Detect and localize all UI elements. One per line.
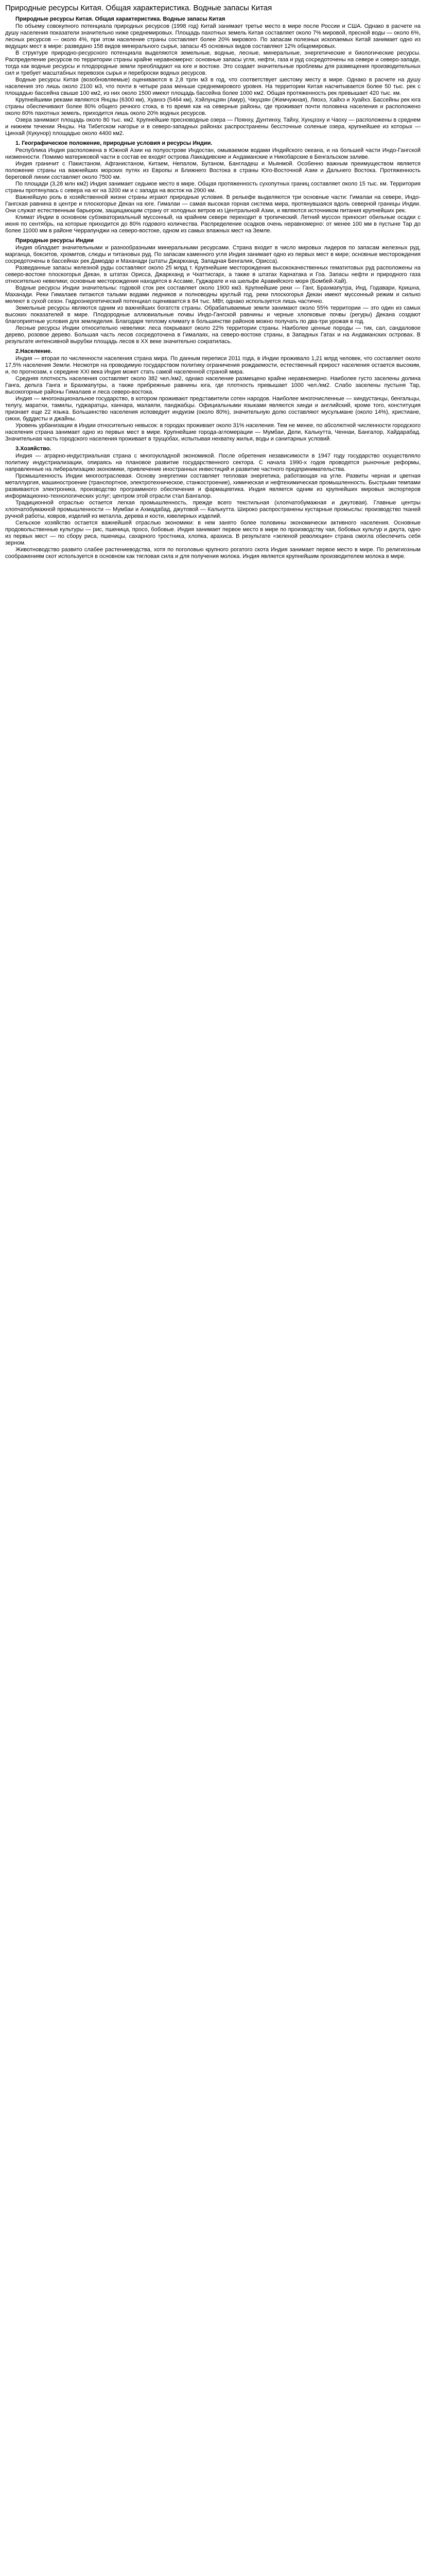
paragraph: Земельные ресурсы являются одним из важнейших богатств страны. Обрабатываемые земли занимают около 55% территории — это один из самых высоких показателей в мире. Плодородные аллювиальные почвы Индо-Гангской равнины и черные хлопковые почвы (регуры) Декана создают благоприятные условия для земледелия. Благодаря теплому климату в большинстве районов можно получать по два-три урожая в год. [5, 305, 421, 325]
paragraph: Уровень урбанизации в Индии относительно невысок: в городах проживает около 31% населения. Тем не менее, по абсолютной численности городского населения страна занимает одно из первых мест в мире. Крупнейшие города-агломерации — Мумбаи, Дели, Калькутта, Ченнаи, Бангалор, Хайдарабад. Значительная часть городского населения проживает в трущобах, испытывая нехватку жилья, воды и санитарных условий. [5, 422, 421, 442]
paragraph: Средняя плотность населения составляет около 382 чел./км2, однако население размещено крайне неравномерно. Наиболее густо заселены долина Ганга, дельта Ганга и Брахмапутры, а также прибрежные равнины юга, где плотность превышает 1000 чел./км2. Слабо заселены пустыня Тар, высокогорные районы Гималаев и леса северо-востока. [5, 376, 421, 395]
paragraph: Лесные ресурсы Индии относительно невелики: леса покрывают около 22% территории страны. Наиболее ценные породы — тик, сал, сандаловое дерево, розовое дерево. Большая часть лесов сосредоточена в Гималаях, на северо-востоке страны, в Западных Гатах и на Андаманских островах. В результате интенсивной вырубки площадь лесов в XX веке значительно сократилась. [5, 325, 421, 345]
section-heading: Природные ресурсы Китая. Общая характеристика. Водные запасы Китая [15, 16, 225, 22]
paragraph: По объему совокупного потенциала природных ресурсов (1998 год) Китай занимает третье место в мире после России и США. Однако в расчете на душу населения показатели значительно ниже среднемировых. Площадь пахотных земель Китая составляет около 7% мировой, пресной воды — около 6%, лесных ресурсов — около 4%, при этом население страны составляет более 20% мирового. По запасам полезных ископаемых Китай занимает одно из ведущих мест в мире: разведано 158 видов минерального сырья, запасы 45 основных видов составляют 12% общемировых. [5, 23, 421, 49]
paragraph: Разведанные запасы железной руды составляют около 25 млрд т. Крупнейшие месторождения высококачественных гематитовых руд расположены на северо-востоке плоскогорья Декан, в штатах Орисса, Джаркханд и Чхаттисгарх, а также в штатах Карнатака и Гоа. Запасы нефти и природного газа относительно невелики; основные месторождения находятся в Ассаме, Гуджарате и на шельфе Аравийского моря (Бомбей-Хай). [5, 265, 421, 284]
document-page [0, 0, 426, 565]
paragraph: Водные ресурсы Индии значительны: годовой сток рек составляет около 1900 км3. Крупнейшие реки — Ганг, Брахмапутра, Инд, Годавари, Кришна, Маханади. Реки Гималаев питаются талыми водами ледников и полноводны круглый год, реки плоскогорья Декан имеют муссонный режим и сильно мелеют в сухой сезон. Гидроэнергетический потенциал оценивается в 84 тыс. МВт, однако используется лишь частично. [5, 285, 421, 304]
paragraph: Индия — вторая по численности населения страна мира. По данным переписи 2011 года, в Индии проживало 1,21 млрд человек, что составляет около 17,5% населения Земли. Несмотря на проводимую государством политику ограничения рождаемости, естественный прирост населения остается высоким, и, по прогнозам, к середине XXI века Индия может стать самой населенной страной мира. [5, 355, 421, 375]
paragraph: Важнейшую роль в хозяйственной жизни страны играют природные условия. В рельефе выделяются три основные части: Гималаи на севере, Индо-Гангская равнина в центре и плоскогорье Декан на юге. Гималаи — самая высокая горная система мира, протянувшаяся вдоль северной границы Индии. Они служат естественным барьером, защищающим страну от холодных ветров из Центральной Азии, и являются источником питания крупнейших рек. [5, 194, 421, 214]
paragraph: Озера занимают площадь около 80 тыс. км2. Крупнейшие пресноводные озера — Поянху, Дунтинху, Тайху, Хунцзэху и Чаоху — расположены в среднем и нижнем течении Янцзы. На Тибетском нагорье и в северо-западных районах распространены бессточные соленые озера, крупнейшее из которых — Цинхай (Кукунор) площадью около 4400 км2. [5, 117, 421, 137]
section-india-resources [5, 238, 421, 345]
section-heading: 3.Хозяйство. [15, 446, 51, 452]
paragraph: Индия — аграрно-индустриальная страна с многоукладной экономикой. После обретения независимости в 1947 году государство осуществляло политику индустриализации, опираясь на плановое развитие государственного сектора. С начала 1990-х годов проводятся рыночные реформы, направленные на либерализацию экономики, привлечение иностранных инвестиций и развитие частного предпринимательства. [5, 453, 421, 472]
paragraph: Индия обладает значительными и разнообразными минеральными ресурсами. Страна входит в число мировых лидеров по запасам железных руд, марганца, бокситов, хромитов, слюды и титановых руд. По запасам каменного угля Индия занимает одно из первых мест в мире; основные месторождения сосредоточены в бассейнах рек Дамодар и Маханади (штаты Джаркханд, Западная Бенгалия, Орисса). [5, 245, 421, 264]
paragraph: Животноводство развито слабее растениеводства, хотя по поголовью крупного рогатого скота Индия занимает первое место в мире. По религиозным соображениям скот используется в основном как тягловая сила и для получения молока. Индия является крупнейшим производителем молока в мире. [5, 547, 421, 560]
paragraph: Сельское хозяйство остается важнейшей отраслью экономики: в нем занято более половины экономически активного населения. Основные продовольственные культуры — рис, пшеница, просо, бобовые. Индия занимает первое место в мире по производству чая, бобовых культур и джута, одно из первых мест — по сбору риса, пшеницы, сахарного тростника, хлопка, арахиса. В результате «зеленой революции» страна смогла обеспечить себя зерном. [5, 520, 421, 546]
section-heading: 1. Географическое положение, природные условия и ресурсы Индии. [15, 140, 213, 146]
paragraph: В структуре природно-ресурсного потенциала выделяются земельные, водные, лесные, минеральные, энергетические и биологические ресурсы. Распределение ресурсов по территории страны крайне неравномерно: основные запасы угля, нефти, газа и руд сосредоточены на севере и северо-западе, тогда как водные ресурсы и плодородные земли преобладают на юге и востоке. Это создает значительные проблемы для размещения производительных сил и требует масштабных перевозок сырья и переброски водных ресурсов. [5, 50, 421, 76]
paragraph: Крупнейшими реками являются Янцзы (6300 км), Хуанхэ (5464 км), Хэйлунцзян (Амур), Чжуцзян (Жемчужная), Ляохэ, Хайхэ и Хуайхэ. Бассейны рек юга страны обеспечивают более 80% общего речного стока, в то время как на северные районы, где проживает почти половина населения и расположено около 60% пахотных земель, приходится лишь около 20% водных ресурсов. [5, 97, 421, 116]
paragraph: Республика Индия расположена в Южной Азии на полуострове Индостан, омываемом водами Индийского океана, и на большей части Индо-Гангской низменности. Помимо материковой части в состав ее входят острова Лаккадивские и Андаманские и Никобарские в Бенгальском заливе. [5, 147, 421, 160]
section-india-population [5, 348, 421, 443]
section-heading: Природные ресурсы Индии [15, 238, 94, 244]
section-india-economy [5, 446, 421, 560]
paragraph: Климат Индии в основном субэкваториальный муссонный, на крайнем севере переходит в тропический. Летний муссон приносит обильные осадки с июня по сентябрь, на которые приходится до 80% годового количества. Распределение осадков очень неравномерно: от менее 100 мм в пустыне Тар до более 11000 мм в районе Черрапунджи на северо-востоке, одном из самых влажных мест на Земле. [5, 214, 421, 234]
paragraph: Водные ресурсы Китая (возобновляемые) оцениваются в 2,8 трлн м3 в год, что соответствует шестому месту в мире. Однако в расчете на душу населения это лишь около 2100 м3, что почти в четыре раза меньше среднемирового уровня. На территории Китая насчитывается более 50 тыс. рек с площадью бассейна свыше 100 км2, из них около 1500 имеют площадь бассейна более 1000 км2. Общая протяженность рек превышает 420 тыс. км. [5, 77, 421, 96]
paragraph: Индия — многонациональное государство, в котором проживают представители сотен народов. Наиболее многочисленные — хиндустанцы, бенгальцы, телугу, маратхи, тамилы, гуджаратцы, каннара, малаяли, панджабцы. Официальными языками являются хинди и английский, кроме того, конституция признает еще 22 языка. Большинство населения исповедует индуизм (около 80%), значительную долю составляют мусульмане (около 14%), христиане, сикхи, буддисты и джайны. [5, 396, 421, 422]
paragraph: По площади (3,28 млн км2) Индия занимает седьмое место в мире. Общая протяженность сухопутных границ составляет около 15 тыс. км. Территория страны протянулась с севера на юг на 3200 км и с запада на восток на 2900 км. [5, 181, 421, 194]
section-china-water [5, 16, 421, 137]
paragraph: Промышленность Индии многоотраслевая. Основу энергетики составляет тепловая энергетика, работающая на угле. Развиты черная и цветная металлургия, машиностроение (транспортное, электротехническое, станкостроение), химическая и нефтехимическая промышленность. Быстрыми темпами развиваются электроника, производство программного обеспечения и фармацевтика. Индия является одним из крупнейших мировых экспортеров информационно-технологических услуг; центром этой отрасли стал Бангалор. [5, 473, 421, 499]
page-title: Природные ресурсы Китая. Общая характеристика. Водные запасы Китая [5, 4, 272, 12]
paragraph: Индия граничит с Пакистаном, Афганистаном, Китаем, Непалом, Бутаном, Бангладеш и Мьянмой. Особенно важным преимуществом является положение страны на важнейших морских путях из Европы и Ближнего Востока в страны Юго-Восточной Азии и Дальнего Востока. Протяженность береговой линии составляет около 7500 км. [5, 161, 421, 180]
paragraph: Традиционной отраслью остается легкая промышленность, прежде всего текстильная (хлопчатобумажная и джутовая). Главные центры хлопчатобумажной промышленности — Мумбаи и Ахмадабад, джутовой — Калькутта. Широко распространены кустарные промыслы: производство тканей ручной работы, ковров, изделий из металла, дерева и кости, ювелирных изделий. [5, 500, 421, 519]
section-heading: 2.Население. [15, 348, 53, 354]
section-india-geography [5, 140, 421, 234]
